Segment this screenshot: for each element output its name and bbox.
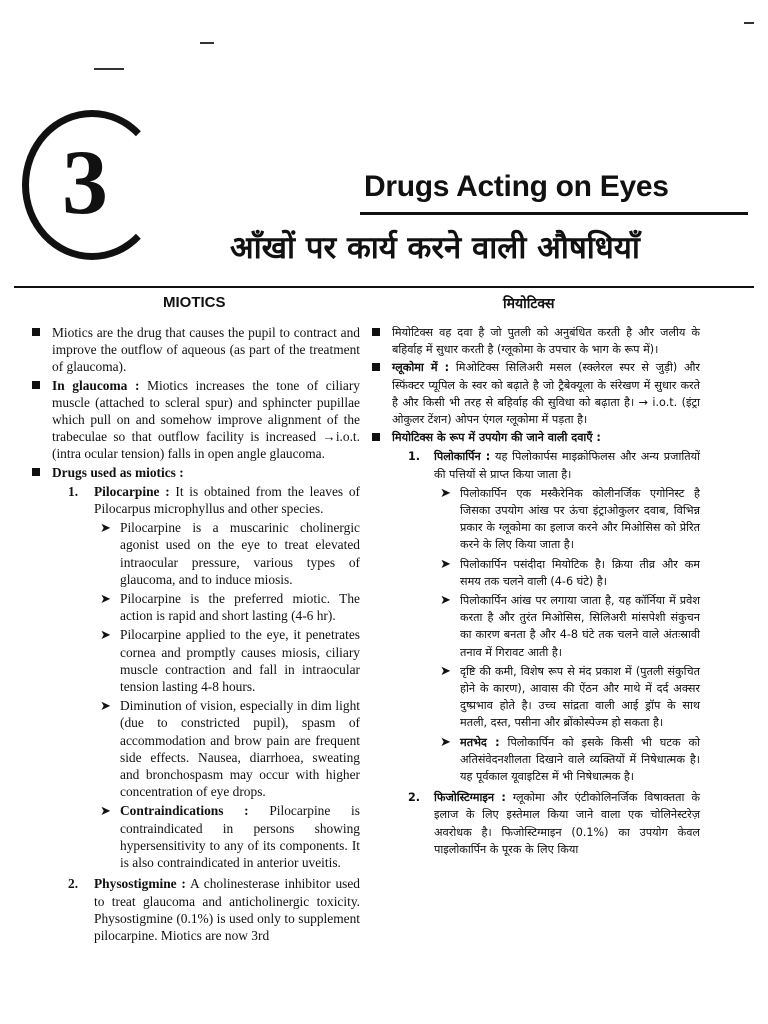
bullet-square-icon <box>372 328 380 336</box>
drug-entry-physostigmine-hindi: 2. फिजोस्टिग्माइन : ग्लूकोमा और एंटीकोलिनर्जिक विषाक्तता के इलाज के लिए इस्तेमाल किया जाने वाला एक चोलिनेस्टरेज़ अवरोधक है। फिजोस्टिग्माइन (0.1%) का उपयोग केवल पाइलोकार्पिन के पूरक के लिए किया <box>408 791 700 856</box>
arrow-bullet-icon: ➤ <box>440 734 451 750</box>
hindi-column <box>370 324 700 858</box>
chapter-title-hindi: आँखों पर कार्य करने वाली औषधियाँ <box>230 230 640 266</box>
arrow-bullet-icon: ➤ <box>440 485 451 501</box>
list-item: ➤ पिलोकार्पिन पसंदीदा मियोटिक है। क्रिया तीव्र और कम समय तक चलने वाली (4-6 घंटे) है। <box>440 556 700 588</box>
list-item: In glaucoma : Miotics increases the tone of ciliary muscle (attached to scleral spur) and sphincter pupillae which pull on and somehow improve alignment of the trabeculae so that outflow facility is increased →i.o.t. (intra ocular tension) falls in open angle glaucoma. <box>30 377 360 463</box>
list-item: ➤ पिलोकार्पिन एक मस्कैरेनिक कोलीनर्जिक एगोनिस्ट है जिसका उपयोग आंख पर ऊंचा इंट्राओकुलर दवाब, विभिन्न प्रकार के ग्लूकोमा का इलाज करने और मिओसिस को प्रेरित करने के लिए किया जाता है। <box>440 485 700 552</box>
left-column-heading: MIOTICS <box>163 294 226 311</box>
scan-speck <box>200 42 214 44</box>
arrow-bullet-icon: ➤ <box>100 627 111 643</box>
bullet-square-icon <box>32 381 40 389</box>
bullet-square-icon <box>32 468 40 476</box>
list-item: मियोटिक्स के रूप में उपयोग की जाने वाली दवाएँ : <box>370 429 700 446</box>
list-item: Drugs used as miotics : <box>30 464 360 481</box>
arrow-bullet-icon: ➤ <box>440 593 451 609</box>
list-item: ➤ दृष्टि की कमी, विशेष रूप से मंद प्रकाश में (पुतली संकुचित होने के कारण), आवास की ऐंठन और माथे में दर्द अक्सर दुष्प्रभाव होते है। उच्च सांद्रता वाली आई ड्रॉप के साथ मतली, दस्त, पसीना और ब्रोंकोस्पेज्म हो सकता है। <box>440 663 700 730</box>
english-column <box>30 324 360 944</box>
header-divider <box>14 286 754 288</box>
list-item: Miotics are the drug that causes the pupil to contract and improve the outflow of aqueous (as part of the treatment of glaucoma). <box>30 324 360 376</box>
arrow-bullet-icon: ➤ <box>440 556 451 572</box>
arrow-bullet-icon: ➤ <box>440 663 451 679</box>
arrow-bullet-icon: ➤ <box>100 591 111 607</box>
title-underline <box>360 212 748 215</box>
list-item: ➤ Pilocarpine is a muscarinic cholinergic agonist used on the eye to treat elevated intraocular pressure, various types of glaucoma, and to induce miosis. <box>100 520 360 587</box>
arrow-bullet-icon: ➤ <box>100 698 111 714</box>
arrow-bullet-icon: ➤ <box>100 803 111 819</box>
list-item: ➤ पिलोकार्पिन आंख पर लगाया जाता है, यह कॉर्निया में प्रवेश करता है और तुरंत मिओसिस, सिलिअरी मांसपेशी संकुचन का कारण बनता है और 4-8 घंटे तक चलने वाले अंतःस्रावी तनाव में गिरावट आती है। <box>440 593 700 659</box>
list-item: ➤ Contraindications : Pilocarpine is contraindicated in persons showing hypersensitivity to any of its components. It is also contraindicated in anterior uveitis. <box>100 803 360 871</box>
drug-entry-pilocarpine-hindi: 1. पिलोकार्पिन : यह पिलोकार्पस माइक्रोफिलस और अन्य प्रजातियों की पत्तियों से प्राप्त किया जाता है। <box>408 450 700 481</box>
right-column-heading: मियोटिक्स <box>503 296 555 312</box>
bullet-square-icon <box>372 363 380 371</box>
bullet-square-icon <box>32 328 40 336</box>
list-item: ➤ Diminution of vision, especially in dim light (due to constricted pupil), spasm of accommodation and brow pain are frequent side effects. Nausea, diarrhoea, sweating and bronchospasm may occur with higher concentration of eye drops. <box>100 698 360 800</box>
chapter-number: 3 <box>62 131 108 233</box>
list-item: मियोटिक्स वह दवा है जो पुतली को अनुबंधित करती है और जलीय के बहिर्वाह में सुधार करती है (ग्लूकोमा के उपचार के भाग के रूप में)। <box>370 324 700 358</box>
chapter-title-english: Drugs Acting on Eyes <box>364 170 669 203</box>
list-item: ➤ Pilocarpine is the preferred miotic. The action is rapid and short lasting (4-6 hr). <box>100 591 360 624</box>
list-item: ग्लूकोमा में : मिओटिक्स सिलिअरी मसल (स्क्लेरल स्पर से जुड़ी) और स्फिंक्टर प्यूपिल के स्वर को बढ़ाते है जो ट्रैबेक्यूला के संरेखण में सुधार करते है और किसी भी तरह से बहिर्वाह की सुविधा को बढ़ाता है। → i.o.t. (इंट्रा ओकुलर टेंशन) ओपन एंगल ग्लूकोमा में पड़ता है। <box>370 359 700 428</box>
bullet-square-icon <box>372 433 380 441</box>
scan-speck <box>94 68 124 70</box>
list-item: ➤ मतभेद : पिलोकार्पिन को इसके किसी भी घटक को अतिसंवेदनशीलता दिखाने वाले व्यक्तियों में निषेधात्मक है। यह पूर्वकाल यूवाइटिस में भी निषेधात्मक है। <box>440 734 700 784</box>
list-item: ➤ Pilocarpine applied to the eye, it penetrates cornea and promptly causes miosis, ciliary muscle contraction and fall in intraocular tension lasting 4-8 hours. <box>100 627 360 695</box>
drug-entry-physostigmine: 2. Physostigmine : A cholinesterase inhibitor used to treat glaucoma and anticholinergic toxicity. Physostigmine (0.1%) is used only to supplement pilocarpine. Miotics are now 3rd <box>68 876 360 943</box>
arrow-bullet-icon: ➤ <box>100 520 111 536</box>
scan-speck <box>744 22 754 24</box>
drug-entry-pilocarpine: 1. Pilocarpine : It is obtained from the leaves of Pilocarpus microphyllus and other species. <box>68 483 361 517</box>
